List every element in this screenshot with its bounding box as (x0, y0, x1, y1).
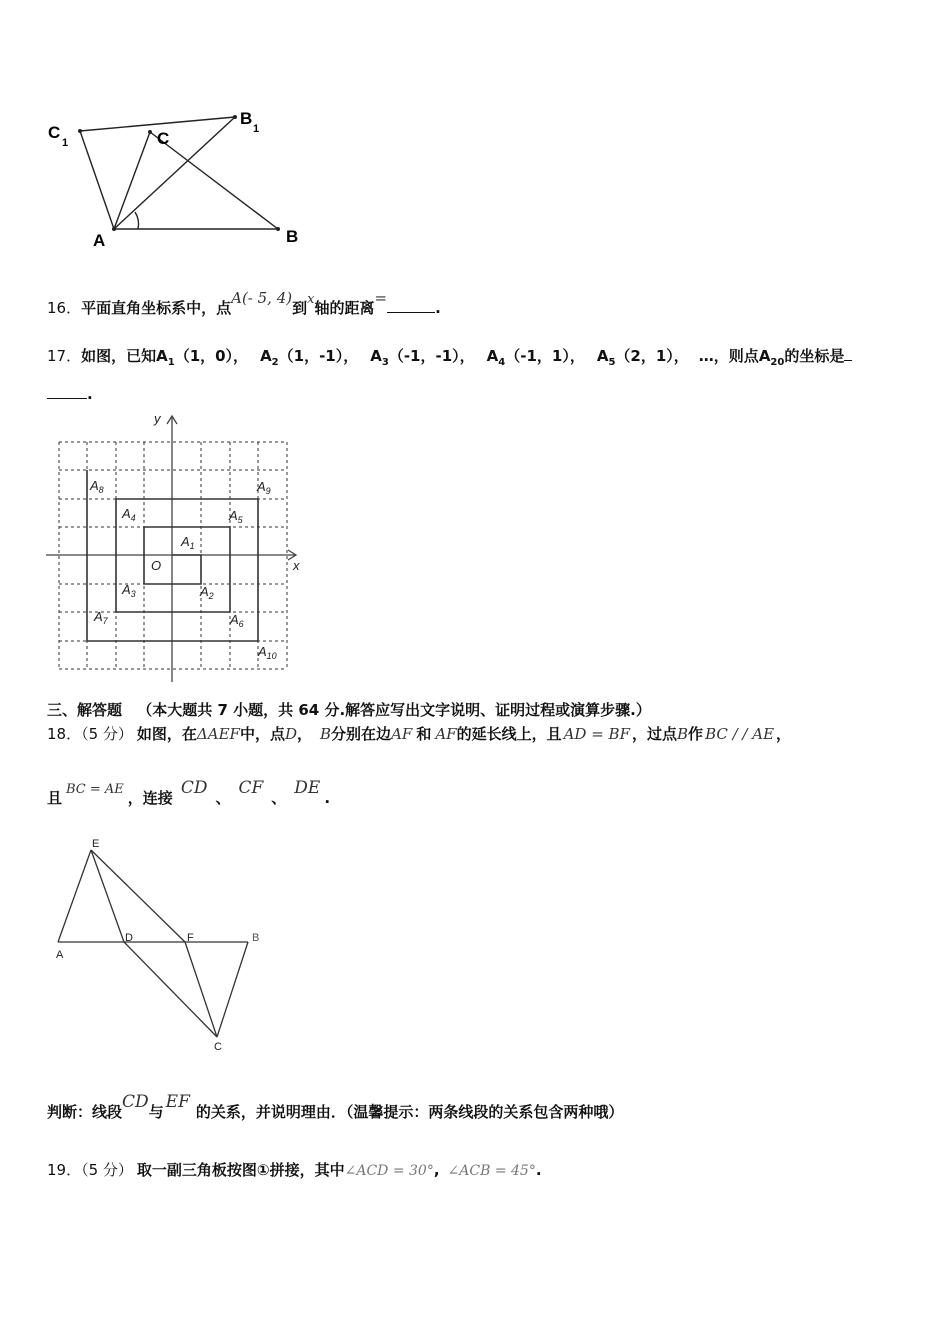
q17-answer-blank-2[interactable] (47, 398, 87, 399)
label-b1: B (240, 109, 253, 128)
q18-number: 18． (47, 725, 82, 743)
label-c1: C (48, 123, 61, 142)
section-3-heading (47, 700, 651, 720)
label-a: A (93, 231, 106, 250)
svg-text:A1: $A_1$ (181, 534, 195, 551)
q18-label-b: B (252, 932, 260, 944)
svg-text:A4: $A_4$ (122, 506, 136, 523)
svg-text:A6: $A_6$ (230, 612, 244, 629)
svg-text:A8: $A_8$ (90, 478, 104, 495)
origin-label: O (151, 558, 162, 573)
label-b: B (286, 227, 299, 246)
q19-number: 19． (47, 1161, 82, 1179)
grid-figure (42, 408, 312, 684)
q16-answer-blank[interactable] (387, 312, 435, 313)
section-3-title: 三、解答题 (47, 701, 123, 719)
svg-text:A3: $A_3$ (122, 582, 136, 599)
q18-label-a: A (56, 949, 64, 961)
q18-label-e: E (92, 838, 100, 850)
question-16: 16．平面直角坐标系中，点A(- 5, 4)到x轴的距离=. (47, 289, 441, 317)
q17-number: 17． (47, 347, 82, 365)
q16-point: A(- 5, 4) (231, 289, 293, 307)
svg-text:A7: $A_7$ (94, 609, 108, 626)
section-3-note: （本大题共 7 小题，共 64 分.解答应写出文字说明、证明过程或演算步骤.） (137, 701, 651, 719)
question-18-judge: 判断：线段CD与 EF 的关系，并说明理由．（温馨提示：两条线段的关系包含两种哦） (47, 1092, 624, 1121)
question-17-line2: . (47, 384, 93, 404)
svg-text:A5: $A_5$ (229, 508, 243, 525)
axis-y-label: y (154, 411, 161, 426)
svg-text:A2: $A_2$ (200, 584, 214, 601)
label-c1-sub: 1 (62, 137, 69, 149)
axis-x-label: x (293, 558, 300, 573)
q17-answer-blank-1[interactable] (844, 360, 852, 361)
q16-number: 16． (47, 299, 82, 317)
question-19: 19．（5 分） 取一副三角板按图①拼接，其中∠ACD = 30°, ∠ACB = 45°. (47, 1161, 542, 1179)
svg-text:A10: $A_{10}$ (258, 644, 277, 661)
label-b1-sub: 1 (253, 123, 260, 135)
q16-axis: x (307, 292, 315, 307)
q18-label-c: C (214, 1041, 222, 1053)
question-18: 18．（5 分） 如图，在ΔAEF中，点D， B分别在边AF 和 AF的延长线上，且 AD = BF ，过点B作 BC / / AE ， (47, 725, 792, 743)
q18-figure (50, 832, 280, 1057)
question-18-line2: 且 BC = AE ，连接 CD 、 CF 、 DE . (47, 778, 331, 807)
q18-label-f: F (187, 932, 194, 944)
triangle-figure-top (40, 100, 320, 260)
q18-label-d: D (125, 932, 133, 944)
label-c: C (157, 129, 170, 148)
svg-text:A9: $A_9$ (257, 479, 271, 496)
question-17: 17．如图，已知$A_1(1$，0）， $A_2(1$，-1）， $A_3(-1$，-1）， $A_4(-1$，1）， $A_5(2$，1）， …，则点$A_{20}$的坐标是 (47, 346, 852, 373)
